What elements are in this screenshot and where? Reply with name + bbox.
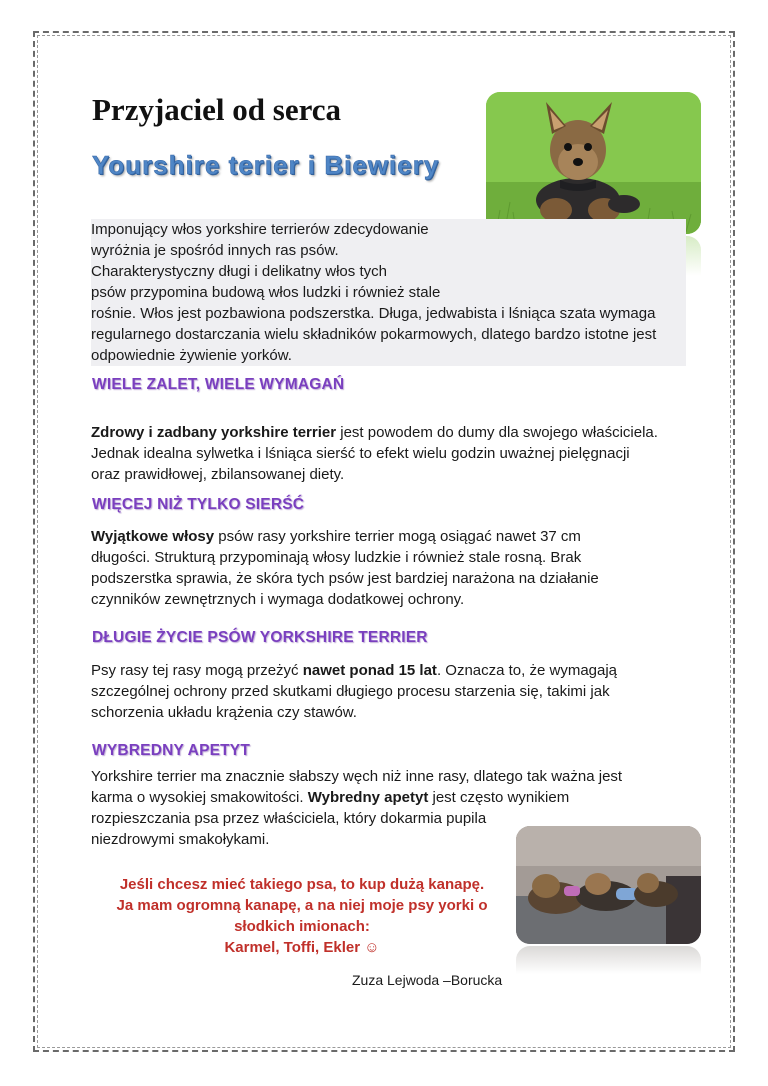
intro-line: Charakterystyczny długi i delikatny włos tych: [91, 263, 387, 280]
bold-phrase: nawet ponad 15 lat: [302, 662, 437, 679]
line-text: Psy rasy tej rasy mogą przeżyć: [91, 662, 303, 679]
paragraph-line: rozpieszczania psa przez właściciela, który dokarmia pupila: [91, 810, 487, 827]
intro-line: rośnie. Włos jest pozbawiona podszerstka. Długa, jedwabista i lśniąca szata wymaga: [91, 305, 656, 322]
intro-line: odpowiednie żywienie yorków.: [91, 347, 292, 364]
sofa-dogs-illustration: [516, 826, 701, 944]
quote-line: Ja mam ogromną kanapę, a na niej moje psy yorki o: [116, 897, 488, 914]
bottom-photo-reflection: [516, 946, 701, 974]
quote-line: Karmel, Toffi, Ekler ☺: [224, 939, 380, 956]
paragraph-line: niezdrowymi smakołykami.: [91, 831, 270, 848]
paragraph-line: schorzenia układu krążenia czy stawów.: [91, 704, 357, 721]
intro-line: regularnego dostarczania wielu składników pokarmowych, dlatego bardzo istotne jest: [91, 326, 657, 343]
paragraph-line: [91, 787, 691, 808]
intro-paragraph: [91, 219, 686, 366]
paragraph-line: oraz prawidłowej, zbilansowanej diety.: [91, 466, 345, 483]
paragraph-line: Yorkshire terrier ma znacznie słabszy węch niż inne rasy, dlatego tak ważna jest: [91, 768, 623, 785]
owner-quote: [110, 874, 494, 958]
intro-line: psów przypomina budową włos ludzki i również stale: [91, 284, 441, 301]
paragraph-line: podszerstka sprawia, że skóra tych psów jest bardziej narażona na działanie: [91, 570, 599, 587]
paragraph-line: [91, 422, 691, 443]
bold-phrase: Wybredny apetyt: [307, 789, 429, 806]
line-text: karma o wysokiej smakowitości.: [91, 789, 308, 806]
section-paragraph-dlugie-zycie: [91, 660, 691, 723]
paragraph-line: czynników zewnętrznych i wymaga dodatkowej ochrony.: [91, 591, 465, 608]
paragraph-line: Jednak idealna sylwetka i lśniąca sierść to efekt wielu godzin uważnej pielęgnacji: [91, 445, 630, 462]
quote-line: Jeśli chcesz mieć takiego psa, to kup dużą kanapę.: [119, 876, 485, 893]
page-title: Przyjaciel od serca: [92, 92, 342, 127]
line-text: . Oznacza to, że wymagają: [436, 662, 618, 679]
section-paragraph-siersc: [91, 526, 691, 610]
section-heading-siersc: WIĘCEJ NIŻ TYLKO SIERŚĆ: [92, 496, 305, 513]
puppy-illustration: [486, 92, 701, 234]
section-paragraph-zalety: [91, 422, 691, 485]
paragraph-line: [91, 660, 691, 681]
section-heading-apetyt: WYBREDNY APETYT: [92, 742, 251, 759]
line-text: psów rasy yorkshire terrier mogą osiągać nawet 37 cm: [214, 528, 581, 545]
page-subtitle: Yourshire terier i Biewiery: [92, 150, 440, 180]
section-heading-dlugie-zycie: DŁUGIE ŻYCIE PSÓW YORKSHIRE TERRIER: [92, 629, 428, 646]
line-text: jest powodem do dumy dla swojego właściciela.: [336, 424, 658, 441]
quote-line: słodkich imionach:: [234, 918, 370, 935]
author-signature: Zuza Lejwoda –Borucka: [352, 972, 503, 988]
paragraph-line: szczególnej ochrony przed skutkami długiego procesu starzenia się, takimi jak: [91, 683, 610, 700]
intro-line: Imponujący włos yorkshire terrierów zdecydowanie: [91, 221, 429, 238]
section-heading-zalety: WIELE ZALET, WIELE WYMAGAŃ: [92, 376, 345, 393]
yorkshire-puppy-photo: [486, 92, 701, 234]
line-text: jest często wynikiem: [428, 789, 570, 806]
intro-line: wyróżnia je spośród innych ras psów.: [91, 242, 339, 259]
yorkies-on-sofa-photo: [516, 826, 701, 944]
bold-lead: Wyjątkowe włosy: [91, 528, 215, 545]
bold-lead: Zdrowy i zadbany yorkshire terrier: [91, 424, 337, 441]
paragraph-line: [91, 526, 691, 547]
paragraph-line: długości. Strukturą przypominają włosy ludzkie i również stale rosną. Brak: [91, 549, 582, 566]
